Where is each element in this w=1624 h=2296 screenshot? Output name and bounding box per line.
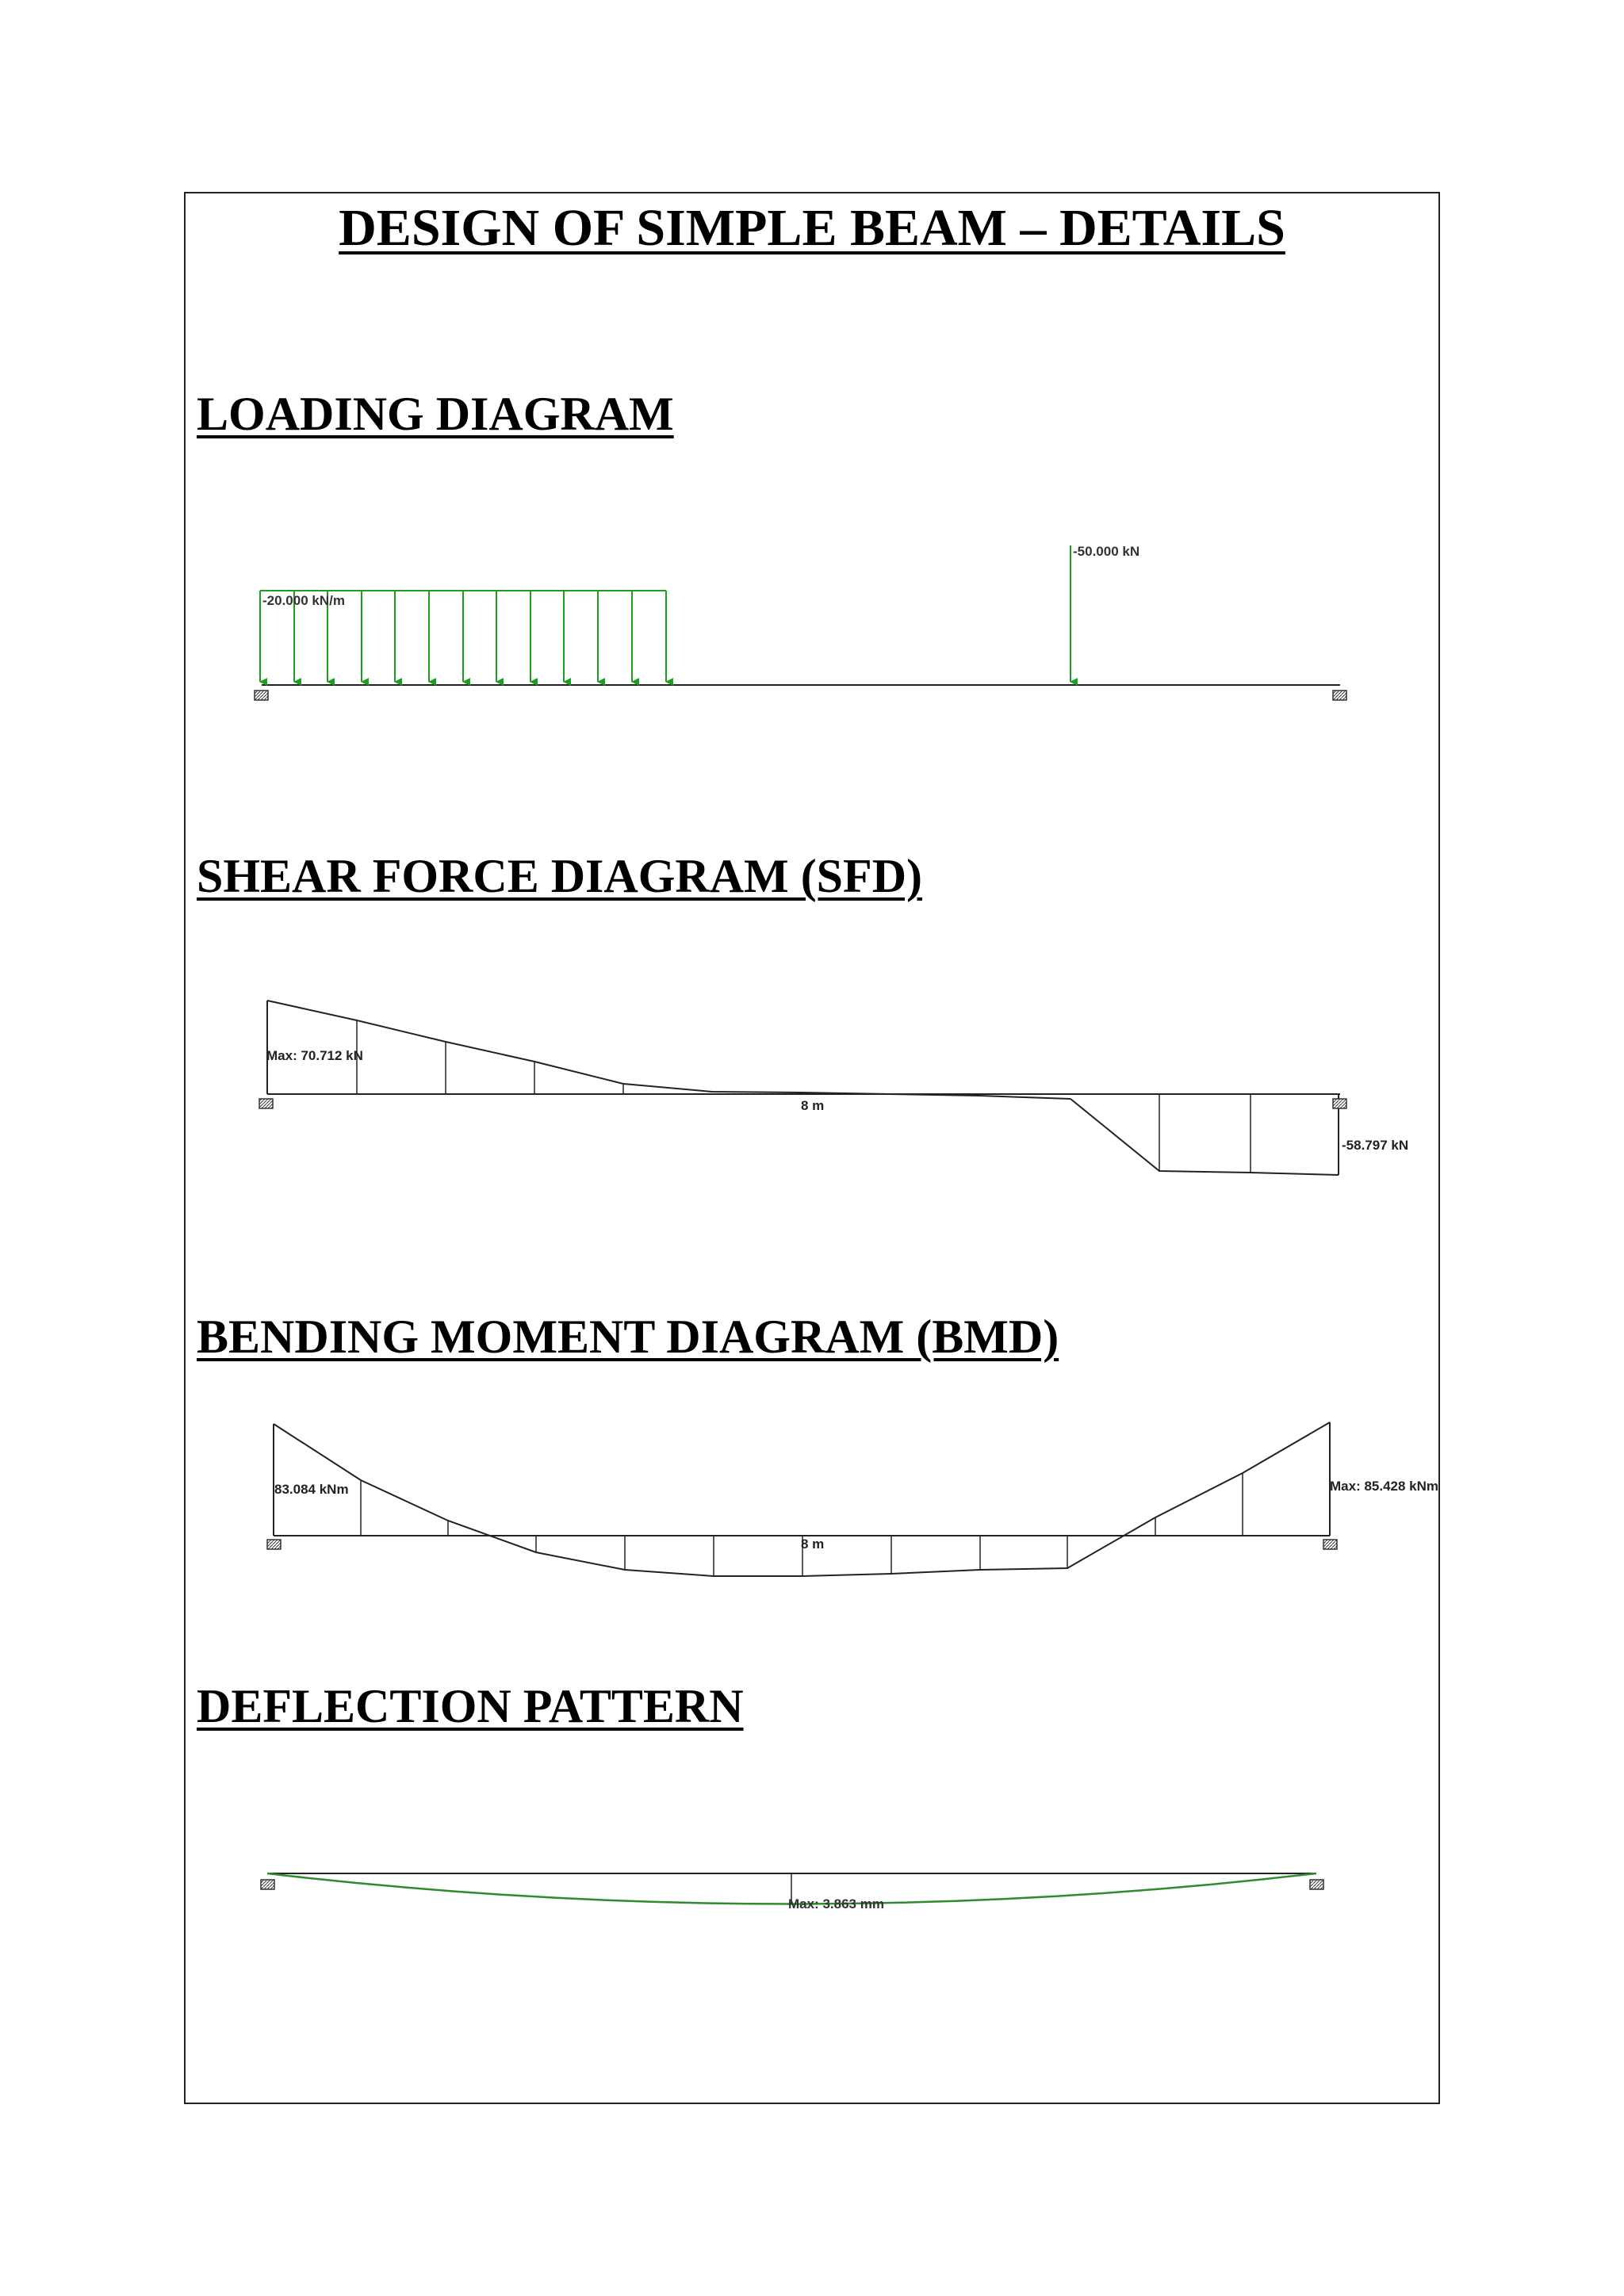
- deflection-left-support: [261, 1880, 274, 1889]
- loading-diagram: [255, 544, 1346, 700]
- point-load-label: -50.000 kN: [1073, 544, 1140, 559]
- sfd-heading: SHEAR FORCE DIAGRAM (SFD): [197, 850, 922, 902]
- bmd-diagram: [267, 1422, 1438, 1576]
- sfd-diagram: [259, 1001, 1408, 1175]
- deflection-heading: DEFLECTION PATTERN: [197, 1680, 744, 1732]
- bmd-span-label: 8 m: [801, 1536, 825, 1552]
- sfd-left-support: [259, 1099, 273, 1108]
- deflection-diagram: [261, 1873, 1323, 1911]
- left-support: [255, 691, 268, 700]
- udl-label: -20.000 kN/m: [262, 593, 345, 608]
- deflection-right-support: [1310, 1880, 1323, 1889]
- bmd-right-label: Max: 85.428 kNm: [1330, 1479, 1439, 1494]
- bmd-left-label: 83.084 kNm: [274, 1482, 349, 1497]
- sfd-min-label: -58.797 kN: [1342, 1138, 1409, 1153]
- bmd-left-support: [267, 1540, 281, 1549]
- point-load: [1071, 544, 1139, 682]
- bmd-curve: [274, 1422, 1330, 1576]
- udl-load: [260, 591, 666, 682]
- sfd-negative-curve: [1071, 1099, 1339, 1175]
- sfd-max-label: Max: 70.712 kN: [266, 1048, 363, 1063]
- sfd-positive-curve: [267, 1001, 1071, 1099]
- deflection-max-label: Max: 3.863 mm: [788, 1896, 884, 1911]
- right-support: [1333, 691, 1346, 700]
- sfd-span-label: 8 m: [801, 1098, 825, 1113]
- sfd-right-support: [1333, 1099, 1346, 1108]
- loading-diagram-heading: LOADING DIAGRAM: [197, 388, 674, 440]
- bmd-heading: BENDING MOMENT DIAGRAM (BMD): [197, 1311, 1059, 1363]
- page-title: DESIGN OF SIMPLE BEAM – DETAILS: [339, 199, 1285, 257]
- bmd-right-support: [1323, 1540, 1337, 1549]
